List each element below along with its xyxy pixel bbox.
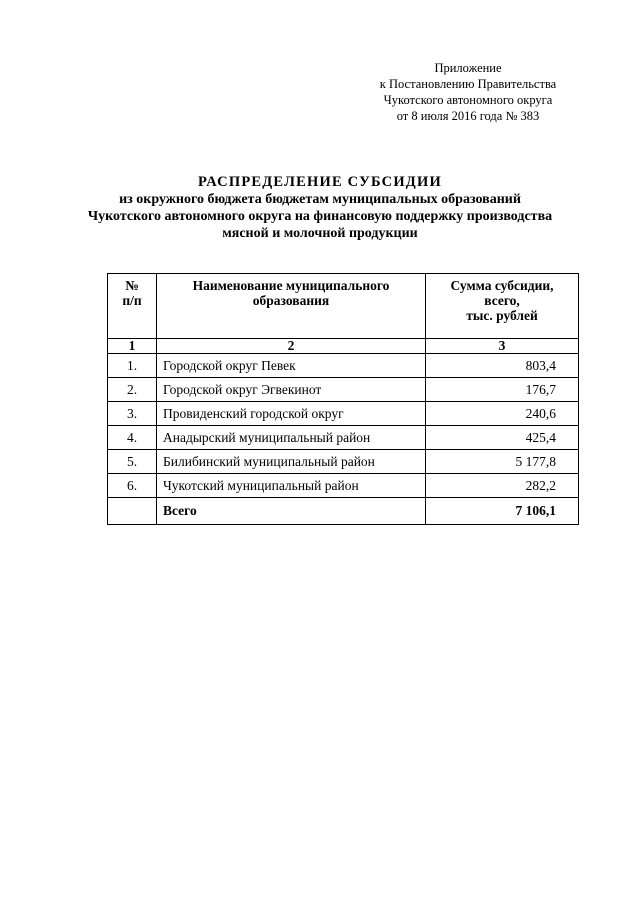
row-name: Анадырский муниципальный район: [157, 426, 426, 450]
header-number: [108, 274, 157, 339]
row-number: 5.: [108, 450, 157, 474]
row-number: 2.: [108, 378, 157, 402]
table-row: [108, 354, 579, 378]
heading-line: из окружного бюджета бюджетам муниципальных образований: [119, 192, 521, 207]
table-header-row: [108, 274, 579, 339]
row-name: Городской округ Певек: [157, 354, 426, 378]
header-name: [157, 274, 426, 339]
row-name: Билибинский муниципальный район: [157, 450, 426, 474]
header-text: образования: [252, 293, 330, 308]
appendix-line: Чукотского автономного округа: [383, 93, 553, 107]
header-sum: [426, 274, 579, 339]
table-row: [108, 378, 579, 402]
appendix-date-line: от 8 июля 2016 года № 383: [396, 109, 540, 123]
document-title: РАСПРЕДЕЛЕНИЕ СУБСИДИИ: [198, 174, 442, 190]
row-sum: 176,7: [426, 378, 579, 402]
total-number: [108, 498, 157, 525]
column-index: 2: [157, 339, 426, 354]
table-row: [108, 474, 579, 498]
table-row: [108, 402, 579, 426]
row-sum: 282,2: [426, 474, 579, 498]
header-text: Сумма субсидии,: [450, 278, 554, 293]
appendix-line: Приложение: [434, 61, 502, 75]
subsidy-table: [107, 273, 579, 525]
row-name: Городской округ Эгвекинот: [157, 378, 426, 402]
total-sum: 7 106,1: [426, 498, 579, 525]
row-number: 3.: [108, 402, 157, 426]
row-sum: 425,4: [426, 426, 579, 450]
document-heading: [40, 174, 600, 242]
table-row: [108, 450, 579, 474]
table-row: [108, 426, 579, 450]
row-sum: 240,6: [426, 402, 579, 426]
heading-line: Чукотского автономного округа на финансовую поддержку производства: [87, 209, 553, 224]
row-number: 4.: [108, 426, 157, 450]
row-sum: 803,4: [426, 354, 579, 378]
header-text: п/п: [122, 293, 142, 308]
header-text: тыс. рублей: [466, 308, 538, 323]
header-text: всего,: [484, 293, 520, 308]
row-number: 1.: [108, 354, 157, 378]
column-index-row: [108, 339, 579, 354]
header-text: №: [125, 278, 139, 293]
heading-line: мясной и молочной продукции: [222, 226, 418, 241]
total-row: [108, 498, 579, 525]
appendix-line: к Постановлению Правительства: [379, 77, 557, 91]
column-index: 3: [426, 339, 579, 354]
header-text: Наименование муниципального: [192, 278, 390, 293]
row-name: Провиденский городской округ: [157, 402, 426, 426]
column-index: 1: [108, 339, 157, 354]
total-label: Всего: [157, 498, 426, 525]
row-name: Чукотский муниципальный район: [157, 474, 426, 498]
row-number: 6.: [108, 474, 157, 498]
appendix-block: [358, 60, 578, 124]
row-sum: 5 177,8: [426, 450, 579, 474]
